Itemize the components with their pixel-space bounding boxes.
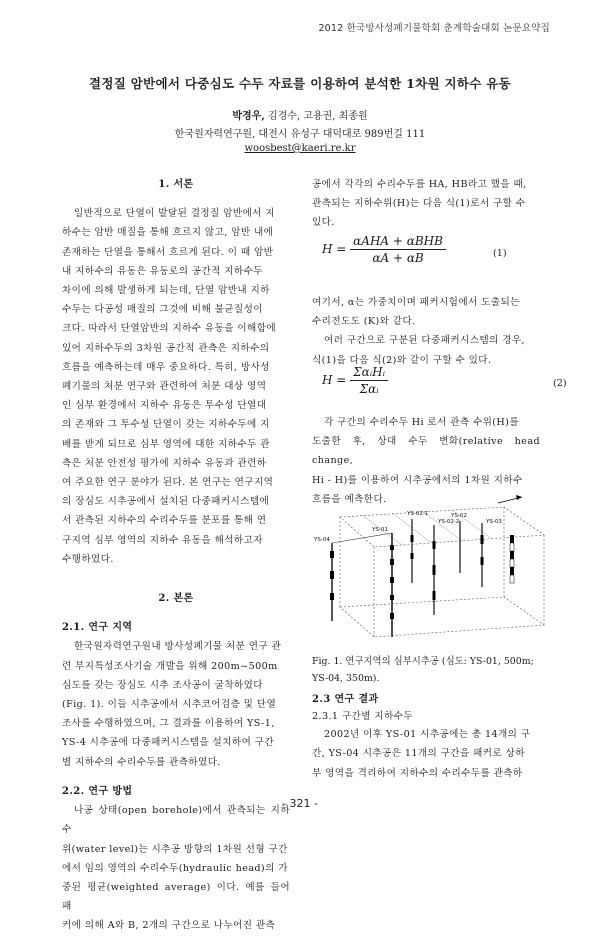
result-line: 2002년 이후 YS-01 시추공에는 총 14개의 구	[324, 729, 531, 741]
eq2-lhs: H =	[322, 373, 347, 387]
intro-line: 하수는 암반 매질을 통해 흐르지 않고, 암반 내에	[62, 227, 274, 239]
text-line: 각 구간의 수리수두 Hi 로서 관측 수위(H)를	[324, 417, 519, 428]
equation-2	[322, 365, 388, 396]
results-section	[312, 690, 540, 783]
result-line: 부 영역을 격리하여 지하수의 수리수두를 관측하	[312, 767, 523, 779]
borehole-ys04	[330, 533, 392, 621]
text-line: 관측되는 지하수위(H)는 다음 식(1)로서 구할 수	[312, 198, 526, 210]
text-line: Hi - H)를 이용하여 시추공에서의 1차원 지하수	[312, 474, 523, 486]
eq1-lhs: H =	[322, 242, 347, 256]
area-line: 조사를 수행하였으며, 그 결과를 이용하여 YS-1,	[62, 718, 275, 730]
label-ys02: YS-02	[451, 513, 467, 519]
method-line: 나공 상태(open borehole)에서 관측되는 지하수	[62, 805, 290, 836]
caption-line: YS-04, 350m).	[312, 673, 380, 684]
intro-line: 수두는 다공성 매질의 그것에 비해 불균질성이	[62, 304, 263, 316]
eq2-fraction	[350, 365, 388, 396]
intro-line: 흐름을 예측하는데 매우 중요하다. 특히, 방사성	[62, 361, 270, 373]
method-line: 중된 평균(weighted average) 이다. 예를 들어 패	[62, 881, 290, 913]
eq1-denominator: αA + αB	[372, 251, 424, 265]
method-paragraph	[62, 801, 290, 935]
text-line: 수리전도도 (K)와 같다.	[312, 316, 416, 328]
section-heading-body: 2. 본론	[158, 593, 194, 605]
area-line: YS-4 시추공에 다중패커시스템을 설치하여 구간	[62, 737, 275, 749]
intro-line: 의 장심도 시추공에서 설치된 다중패커시스템에	[62, 496, 270, 508]
intro-line: 내 지하수의 유동은 유동로의 공간적 지하수두	[62, 265, 263, 277]
equation-1-label: (1)	[493, 248, 507, 259]
label-ys03: YS-03	[486, 519, 502, 525]
intro-line: 일반적으로 단열이 발달된 결정질 암반에서 지	[74, 208, 275, 220]
right-column	[312, 175, 540, 233]
intro-line: 있어 지하수두의 3차원 공간적 관측은 지하수의	[62, 342, 270, 354]
subsection-heading-method: 2.2. 연구 방법	[62, 785, 133, 797]
subsubsection-heading: 2.3.1 구간별 지하수두	[312, 711, 413, 723]
area-line: 련 부지특성조사기술 개발을 위해 200m~500m	[62, 660, 278, 672]
text-line: 여기서, α는 가중치이며 패커시험에서 도출되는	[312, 297, 520, 308]
intro-line: 측은 처분 안전성 평가에 지하수 유동과 관련하	[62, 457, 267, 469]
eq1-fraction	[350, 234, 446, 265]
conference-header: 2012 한국방사성폐기물학회 춘계학술대회 논문요약집	[318, 23, 550, 34]
intro-paragraph	[62, 204, 290, 569]
method-line: 에서 임의 영역의 수리수두(hydraulic head)의 가	[62, 862, 288, 874]
main-author: 박경우,	[232, 111, 265, 122]
method-line: 위(water level)는 시추공 방향의 1차원 선형 구간	[62, 843, 288, 855]
intro-line: 구지역 심부 영역의 지하수 유동을 해석하고자	[62, 534, 263, 546]
section-heading-intro: 1. 서론	[158, 179, 194, 190]
area-line: (Fig. 1). 이들 시추공에서 시추코어검층 및 단열	[62, 699, 277, 711]
area-line: 한국원자력연구원내 방사성폐기물 처분 연구 관	[74, 641, 282, 653]
caption-line: Fig. 1. 연구지역의 심부시추공 (심도: YS-01, 500m;	[312, 656, 534, 667]
eq2-denominator: Σαᵢ	[359, 382, 379, 396]
eq2-numerator: ΣαᵢHᵢ	[350, 365, 388, 381]
right-paragraph-2	[312, 293, 540, 370]
paper-title: 결정질 암반에서 다중심도 수두 자료를 이용하여 분석한 1차원 지하수 유동	[88, 76, 512, 91]
intro-line: 여 주요한 연구 분야가 된다. 본 연구는 연구지역	[62, 477, 274, 489]
scale-bar	[510, 535, 514, 583]
method-line: 커에 의해 A와 B, 2개의 구간으로 나누어진 관측	[62, 920, 276, 932]
label-ys01: YS-01	[372, 527, 388, 533]
subsection-heading-results: 2.3 연구 결과	[312, 694, 379, 705]
intro-line: 서 관측된 지하수의 수리수두를 분포를 통해 연	[62, 515, 267, 527]
intro-line: 크다. 따라서 단열암반의 지하수 유동을 이해함에	[62, 323, 277, 335]
text-line: 공에서 각각의 수리수두를 HA, HB라고 했을 때,	[312, 179, 527, 190]
left-column	[62, 175, 290, 936]
north-arrow-icon	[498, 495, 522, 503]
text-line: 도출한 후, 상대 수두 변화(relative head change,	[312, 436, 540, 467]
co-authors: 김경수, 고용권, 최종원	[264, 111, 368, 122]
borehole-ys01	[390, 533, 394, 637]
equation-1	[322, 234, 446, 265]
author-list	[0, 107, 600, 122]
label-ys02-1: YS-02-1	[407, 511, 429, 517]
study-area-paragraph	[62, 637, 290, 771]
figure-caption	[312, 653, 542, 687]
text-line: 식(1)을 다음 식(2)와 같이 구할 수 있다.	[312, 354, 492, 366]
affiliation: 한국원자력연구원, 대전시 유성구 대덕대로 989번길 111	[174, 129, 426, 140]
email-link[interactable]: woosbest@kaeri.re.kr	[244, 143, 356, 154]
eq1-numerator: αAHA + αBHB	[350, 234, 446, 250]
area-line: 별 지하수의 수리수두를 관측하였다.	[62, 756, 221, 768]
area-line: 심도를 갖는 장심도 시추 조사공이 굴착하였다	[62, 679, 263, 691]
equation-2-label: (2)	[553, 378, 567, 389]
intro-line: 인 심부 환경에서 지하수 유동은 투수성 단열대	[62, 400, 267, 412]
text-line: 있다.	[312, 217, 335, 229]
intro-line: 폐기물의 처분 연구와 관련하여 처분 대상 영역	[62, 381, 267, 393]
text-line: 흐름을 예측한다.	[312, 493, 387, 505]
page-number: - 321 -	[282, 797, 318, 810]
subsection-heading-area: 2.1. 연구 지역	[62, 622, 133, 634]
intro-line: 수행하였다.	[62, 553, 114, 565]
right-paragraph-1	[312, 175, 540, 233]
intro-line: 차이에 의해 발생하게 되는데, 단열 암반내 지하	[62, 285, 270, 297]
text-line: 여러 구간으로 구분된 다중패커시스템의 경우,	[324, 335, 525, 347]
result-line: 간, YS-04 시추공은 11개의 구간을 패커로 상하	[312, 748, 525, 760]
label-ys04: YS-04	[314, 537, 330, 543]
intro-line: 의 존재와 그 투수성 단열이 갖는 지하수두에 지	[62, 419, 270, 431]
figure-borehole-diagram	[312, 495, 552, 647]
intro-line: 배를 받게 되므로 심부 영역에 대한 지하수두 관	[62, 438, 270, 450]
label-ys02-2: YS-02-2	[438, 519, 460, 525]
intro-line: 존재하는 단열을 통해서 흐르게 된다. 이 때 암반	[62, 246, 274, 258]
